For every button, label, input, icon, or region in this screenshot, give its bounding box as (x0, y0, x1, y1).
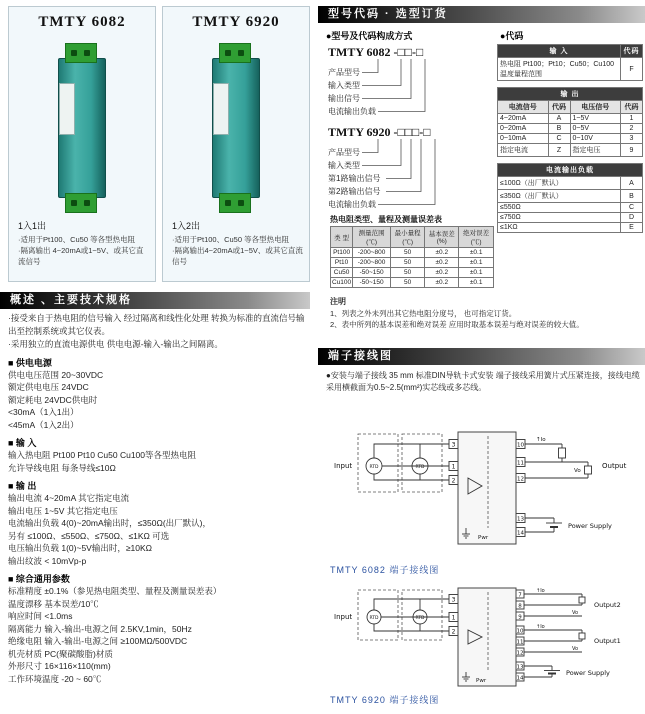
table-row (498, 124, 643, 134)
io-current-label: ↑Io (536, 437, 546, 443)
cell: -50~150 (353, 268, 391, 278)
wiring-diagram-6082 (330, 428, 638, 576)
cell: B (621, 190, 643, 203)
spec-group-title: ■ 供电电源 (8, 357, 52, 368)
table-row (498, 203, 643, 213)
cell: 3 (621, 134, 643, 144)
cell: 指定电流 (498, 144, 549, 157)
terminal-block-bottom (65, 193, 97, 213)
io-config-label: 1入1出 (18, 221, 47, 231)
spec-group-title: ■ 输 入 (8, 438, 37, 448)
model-code-part-label: 电流输出负载 (328, 200, 376, 209)
terminal-1: 1 (451, 614, 456, 622)
feature-line: ·隔离输出4~20mA或1~5V、或其它直流信号 (172, 246, 303, 266)
cell: Cu50 (331, 268, 353, 278)
model-code-part-label: 产品型号 (328, 148, 360, 157)
feature-line: ·隔离输出 4~20mA或1~5V、或其它直流信号 (18, 246, 144, 266)
rtd-label: RTD (369, 616, 379, 621)
spec-group-general (8, 573, 308, 685)
notes-block (330, 296, 642, 330)
notes-title: 注明 (330, 297, 346, 306)
feature-line: ·适用于Pt100、Cu50 等各型热电阻 (172, 235, 290, 244)
output1-label: Output1 (594, 637, 621, 645)
cell: 0~10mA (498, 134, 549, 144)
table-title: 电流输出负载 (498, 164, 643, 177)
feature-list (172, 234, 304, 267)
vo-voltage-label: Vo (574, 468, 581, 474)
cell: 0~5V (570, 124, 621, 134)
spec-line: 外形尺寸 16×116×110(mm) (8, 661, 111, 671)
cell: 1~5V (570, 114, 621, 124)
cell: 指定电压 (570, 144, 621, 157)
model-construct-label: ●型号及代码构成方式 (326, 31, 413, 41)
model-code-part-label: 电流输出负载 (328, 107, 376, 116)
io-current-label: ↑Io (536, 624, 545, 630)
spec-line: 电流输出负载 4(0)~20mA输出时，≤350Ω(出厂默认)， (8, 518, 212, 528)
note-line: 1、列表之外未列出其它热电阻分度号， 也可指定订货。 (330, 309, 517, 318)
cell: Z (548, 144, 570, 157)
column-header: 测量范围(℃) (353, 227, 391, 248)
model-code-part-label: 产品型号 (328, 68, 360, 77)
table-row (498, 144, 643, 157)
model-code-part-label: 输出信号 (328, 94, 360, 103)
terminal-12: 12 (517, 476, 524, 483)
terminal-13: 13 (517, 516, 524, 523)
input-label: Input (334, 613, 353, 621)
table-row (331, 258, 494, 268)
spec-line: 额定耗电 24VDC供电时 (8, 394, 98, 405)
power-supply-label: Power Supply (566, 669, 610, 677)
power-supply-label: Power Supply (568, 522, 612, 530)
cell: ±0.1 (459, 268, 494, 278)
terminal-7: 7 (518, 592, 522, 599)
cell: Pt10 (331, 258, 353, 268)
cell: ±0.2 (425, 248, 459, 258)
product-photo-6082 (50, 43, 114, 213)
product-title: TMTY 6082 (38, 14, 126, 30)
table-row (498, 58, 643, 81)
spec-line: 另有 ≤100Ω、≤550Ω、≤750Ω、≤1KΩ 可选 (8, 530, 170, 541)
input-code-table (497, 44, 643, 81)
table-row (498, 177, 643, 190)
table-row (331, 278, 494, 288)
terminal-3: 3 (451, 596, 456, 604)
cell: 热电阻 Pt100；Pt10；Cu50；Cu100 温度量程范围 (498, 58, 621, 81)
spec-line: 输出纹波 < 10mVp-p (8, 555, 87, 566)
table-row (498, 223, 643, 233)
io-current-label: ↑Io (536, 588, 545, 594)
terminal-2: 2 (451, 477, 456, 485)
cell: 0~20mA (498, 124, 549, 134)
spec-line: 工作环境温度 -20 ~ 60℃ (8, 673, 102, 684)
cell: ≤350Ω（出厂默认） (498, 190, 621, 203)
product-photo-6920 (204, 43, 268, 213)
section-bar-overview: 概述 、主要技术规格 (0, 292, 310, 309)
cell: ±0.2 (425, 268, 459, 278)
cell: 50 (391, 278, 425, 288)
cell: ±0.2 (425, 258, 459, 268)
cell: ±0.1 (459, 258, 494, 268)
cell: C (548, 134, 570, 144)
cell: C (621, 203, 643, 213)
cell: 50 (391, 268, 425, 278)
diagram-caption-6082: TMTY 6082 端子接线图 (330, 565, 440, 575)
spec-line: 标准精度 ±0.1%（参见热电阻类型、量程及测量误差表） (8, 586, 222, 596)
cell: -200~800 (353, 258, 391, 268)
column-header: 基本误差(%) (425, 227, 459, 248)
spec-group-title: ■ 综合通用参数 (8, 574, 70, 584)
spec-line: 响应时间 <1.0ms (8, 611, 73, 621)
cell: ≤750Ω (498, 213, 621, 223)
spec-group-output (8, 480, 308, 567)
rtd-table-title: 热电阻类型、量程及测量误差表 (330, 215, 442, 224)
section-bar-model-selection: 型号代码 · 选型订货 (318, 6, 645, 23)
column-header: 输 入 (498, 45, 621, 58)
spec-line: 机壳材质 PC(聚碳酸脂)材质 (8, 648, 113, 659)
spec-line: 供电电压范围 20~30VDC (8, 369, 104, 380)
io-config-label: 1入2出 (172, 221, 201, 231)
table-row (498, 213, 643, 223)
model-code-part-label: 第2路输出信号 (328, 187, 381, 196)
terminal-block-bottom (219, 193, 251, 213)
table-row (331, 248, 494, 258)
terminal-8: 8 (518, 603, 522, 610)
cell: F (621, 58, 643, 81)
cell: 50 (391, 248, 425, 258)
cell: B (548, 124, 570, 134)
model-code-part-label: 输入类型 (328, 161, 360, 170)
spec-line: <45mA（1入2出） (8, 419, 79, 430)
cell: ≤1KΩ (498, 223, 621, 233)
model-name: TMTY 6920 -□□□-□ (328, 125, 431, 139)
terminal-block-top (219, 43, 251, 63)
rtd-label: RTD (369, 465, 379, 470)
terminal-11: 11 (517, 460, 524, 467)
column-header: 类 型 (331, 227, 353, 248)
section-bar-wiring: 端子接线图 (318, 348, 645, 365)
terminal-14: 14 (517, 530, 524, 537)
table-row (331, 268, 494, 278)
pwr-label: Pwr (476, 678, 487, 684)
cell: ≤100Ω（出厂默认） (498, 177, 621, 190)
spec-line: <30mA（1入1出） (8, 407, 79, 417)
cell: -50~150 (353, 278, 391, 288)
terminal-10: 10 (516, 628, 524, 635)
spec-line: 额定供电电压 24VDC (8, 382, 89, 392)
spec-column (8, 312, 308, 685)
spec-line: 温度漂移 基本误差/10℃ (8, 598, 99, 609)
device-label-window (59, 83, 75, 135)
spec-line: 输出电流 4~20mA 其它指定电流 (8, 493, 130, 503)
terminal-3: 3 (451, 441, 456, 449)
intro-line: ·采用独立的直流电源供电 供电电源-输入-输出之间隔离。 (8, 339, 223, 349)
column-header: 代码 (621, 45, 643, 58)
cell: A (621, 177, 643, 190)
terminal-12: 12 (516, 650, 524, 657)
cell: 1 (621, 114, 643, 124)
intro-line: ·接受来自于热电阻的信号输入 经过隔离和线性化处理 转换为标准的直流信号输出至控制系统或其它仪表。 (8, 313, 305, 336)
spec-line: 允许导线电阻 每条导线≤10Ω (8, 462, 116, 473)
vo-voltage-label: Vo (572, 646, 579, 652)
wiring-diagram-6920 (330, 586, 638, 706)
terminal-9: 9 (518, 614, 522, 621)
column-header: 电流信号 (498, 101, 549, 114)
terminal-14: 14 (516, 675, 524, 682)
model-code-part-label: 第1路输出信号 (328, 174, 381, 183)
output-label: Output (602, 462, 627, 470)
cell: ±0.2 (425, 278, 459, 288)
cell: ±0.1 (459, 278, 494, 288)
pwr-label: Pwr (478, 535, 489, 541)
spec-group-input (8, 437, 308, 474)
cell: E (621, 223, 643, 233)
diagram-caption-6920: TMTY 6920 端子接线图 (330, 695, 440, 705)
model-code-6920 (328, 126, 496, 238)
cell: 4~20mA (498, 114, 549, 124)
terminal-10: 10 (517, 442, 524, 449)
spec-line: 隔离能力 输入-输出-电源之间 2.5KV,1min，50Hz (8, 623, 192, 634)
cell: Cu100 (332, 279, 352, 286)
table-row (498, 134, 643, 144)
spec-line: 输出电压 1~5V 其它指定电压 (8, 505, 118, 516)
cell: D (621, 213, 643, 223)
input-label: Input (334, 462, 353, 470)
terminal-1: 1 (451, 463, 456, 471)
terminal-13: 13 (516, 664, 524, 671)
feature-list (18, 234, 150, 267)
cell: A (548, 114, 570, 124)
product-title: TMTY 6920 (192, 14, 280, 30)
cell: ≤550Ω (498, 203, 621, 213)
vo-voltage-label: Vo (572, 610, 579, 616)
column-header: 代码 (548, 101, 570, 114)
rtd-label: RTD (415, 465, 425, 470)
spec-line: 电压输出负载 1(0)~5V输出时，≥10KΩ (8, 543, 152, 553)
cell: 2 (621, 124, 643, 134)
cell: 0~10V (570, 134, 621, 144)
device-label-window (213, 83, 229, 135)
cell: ±0.1 (459, 248, 494, 258)
column-header: 最小量程(℃) (391, 227, 425, 248)
table-row (498, 114, 643, 124)
rtd-label: RTD (415, 616, 425, 621)
note-line: 2、表中所列的基本误差和绝对误差 应用时取基本误差与绝对误差的较大值。 (330, 320, 584, 329)
product-card-6082 (8, 6, 156, 282)
column-header: 绝对误差(℃) (459, 227, 494, 248)
codes-label: ●代码 (500, 31, 524, 41)
load-code-table (497, 163, 643, 233)
output-code-table (497, 87, 643, 157)
wiring-schematic-6082 (330, 428, 638, 560)
terminal-block-top (65, 43, 97, 63)
column-header: 电压信号 (570, 101, 621, 114)
spec-line: 绝缘电阻 输入-输出-电源之间 ≥100MΩ/500VDC (8, 636, 188, 646)
wiring-intro: ●安装与端子接线 35 mm 标准DIN导轨卡式安装 端子接线采用簧片式压紧连接，接线电缆采用横截面为0.5~2.5(mm²)实芯线或多芯线。 (326, 371, 640, 392)
feature-line: ·适用于Pt100、Cu50 等各型热电阻 (18, 235, 136, 244)
cell: 9 (621, 144, 643, 157)
cell: 50 (391, 258, 425, 268)
spec-group-power (8, 357, 308, 432)
cell: -200~800 (353, 248, 391, 258)
table-row (498, 190, 643, 203)
output2-label: Output2 (594, 601, 621, 609)
table-title: 输 出 (498, 88, 643, 101)
code-tables (497, 44, 643, 239)
overview-intro (8, 312, 308, 351)
spec-line: 输入热电阻 Pt100 Pt10 Cu50 Cu100等各型热电阻 (8, 450, 197, 460)
spec-group-title: ■ 输 出 (8, 481, 37, 491)
wiring-schematic-6920 (330, 586, 638, 690)
cell: Pt100 (331, 248, 353, 258)
terminal-2: 2 (451, 628, 456, 636)
model-code-part-label: 输入类型 (328, 81, 360, 90)
product-card-6920 (162, 6, 310, 282)
model-name: TMTY 6082 -□□-□ (328, 45, 424, 59)
terminal-11: 11 (516, 639, 524, 646)
column-header: 代码 (621, 101, 643, 114)
